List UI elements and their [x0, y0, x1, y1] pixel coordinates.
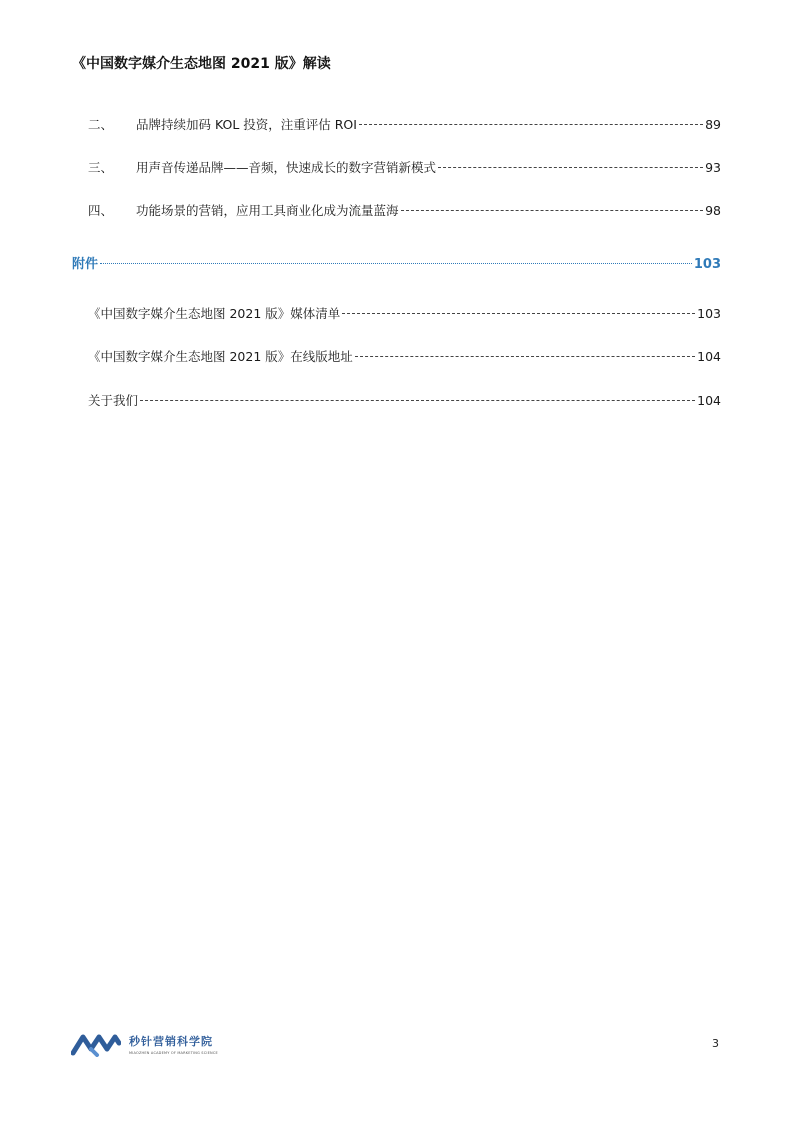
logo-name-en: MIAOZHEN ACADEMY OF MARKETING SCIENCE	[129, 1051, 218, 1055]
toc-appendix-title: 附件	[72, 257, 99, 272]
footer-logo	[71, 1031, 218, 1057]
toc-entry-page: 104	[697, 349, 721, 364]
toc-leader-dots	[100, 262, 692, 264]
toc-leader-line	[359, 123, 703, 125]
toc-entry-number: 四、	[88, 203, 114, 218]
toc-entry-page: 103	[697, 306, 721, 321]
document-header-title: 《中国数字媒介生态地图 2021 版》解读	[72, 56, 331, 72]
miaozhen-logo-icon	[71, 1031, 121, 1057]
toc-entry-title: 《中国数字媒介生态地图 2021 版》在线版地址	[88, 349, 353, 364]
toc-appendix-page: 103	[693, 257, 721, 272]
toc-entry-number: 三、	[88, 160, 114, 175]
page-number: 3	[712, 1037, 719, 1050]
toc-appendix-entry-online-address[interactable]	[88, 347, 721, 365]
toc-leader-line	[401, 209, 704, 211]
toc-appendix-entry-media-list[interactable]	[88, 304, 721, 322]
toc-entry-title: 关于我们	[88, 393, 139, 408]
toc-entry-title: 品牌持续加码 KOL 投资，注重评估 ROI	[136, 117, 357, 132]
toc-entry-title: 《中国数字媒介生态地图 2021 版》媒体清单	[88, 306, 341, 321]
logo-name-cn: 秒针营销科学院	[129, 1035, 213, 1048]
toc-entry-page: 98	[705, 203, 721, 218]
toc-entry-title: 功能场景的营销，应用工具商业化成为流量蓝海	[136, 203, 399, 218]
toc-leader-line	[140, 399, 695, 401]
toc-entry-4[interactable]	[88, 201, 721, 219]
toc-entry-page: 104	[697, 393, 721, 408]
toc-entry-3[interactable]	[88, 158, 721, 176]
toc-entry-number: 二、	[88, 117, 114, 132]
toc-leader-line	[355, 355, 695, 357]
toc-appendix[interactable]	[72, 253, 721, 272]
toc-appendix-entry-about-us[interactable]	[88, 391, 721, 409]
toc-entry-2[interactable]	[88, 115, 721, 133]
toc-leader-line	[438, 166, 703, 168]
toc-entry-title: 用声音传递品牌——音频，快速成长的数字营销新模式	[136, 160, 437, 175]
toc-leader-line	[342, 312, 695, 314]
toc-entry-page: 93	[705, 160, 721, 175]
toc-entry-page: 89	[705, 117, 721, 132]
